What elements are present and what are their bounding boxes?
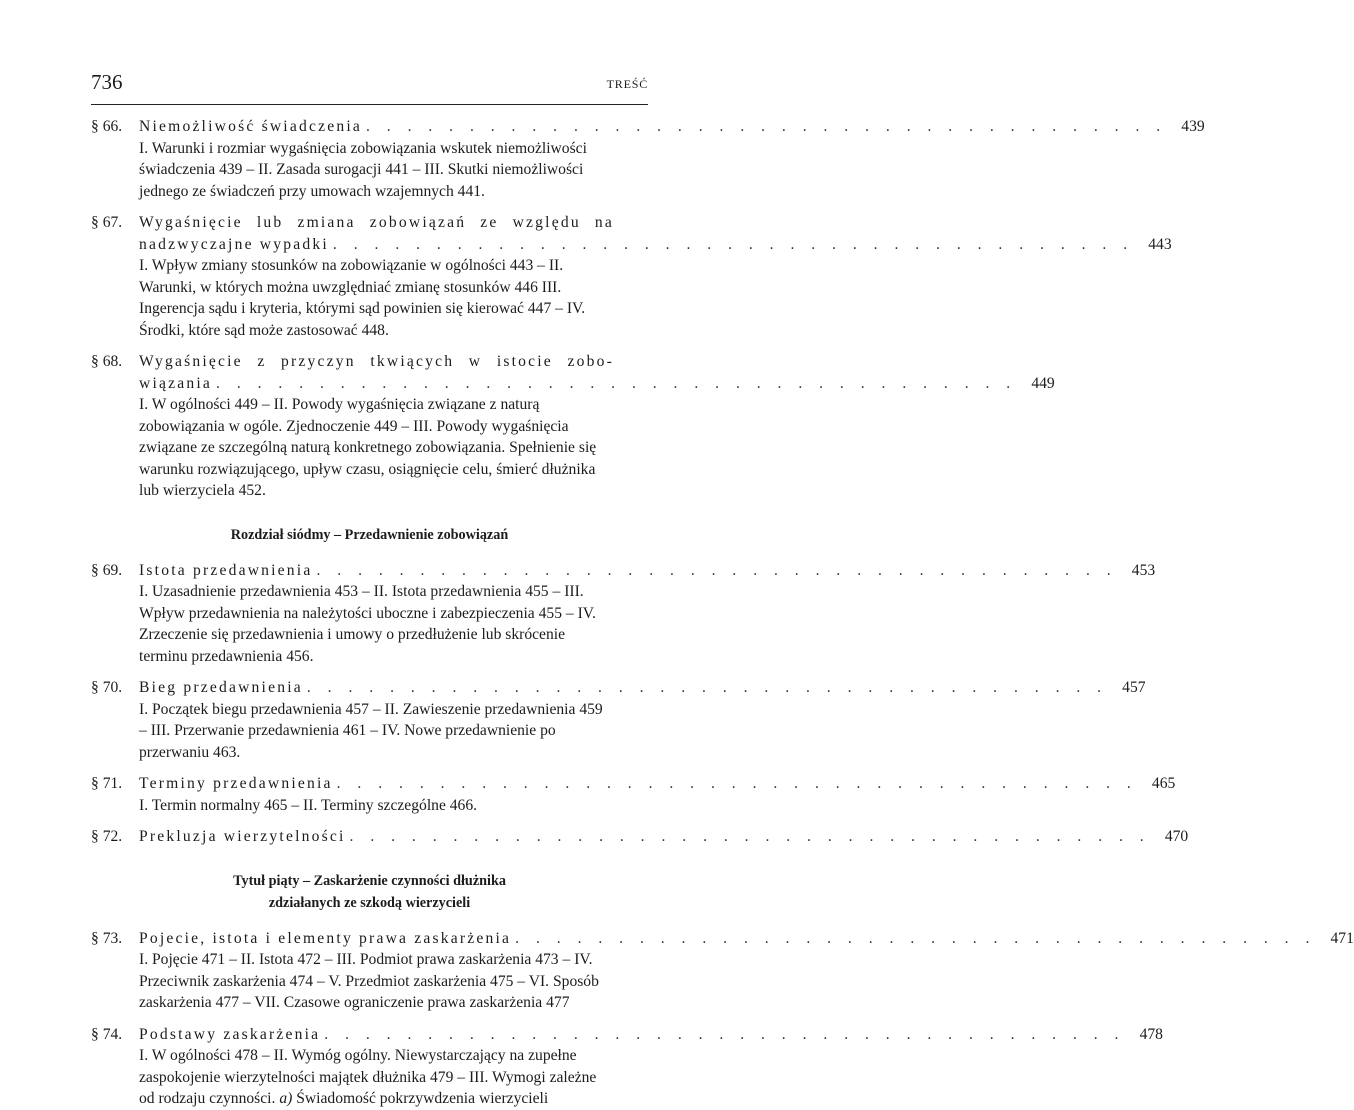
section-title: Prekluzja wierzytelności — [139, 828, 346, 845]
section-title: Niemożliwość świadczenia — [139, 118, 362, 135]
section-description — [139, 1045, 614, 1110]
dot-leader: . . . . . . . . . . . . . . . . . . . . . . . . . . . . . . . . . . . . . . . — [306, 679, 1108, 696]
toc-entry — [91, 560, 1156, 668]
section-number: § 72. — [91, 828, 123, 845]
section-description: I. Warunki i rozmiar wygaśnięcia zobowiązania wskutek niemożliwości świadczenia 439 – II. Zasada surogacji 441 – III. Skutki niemożliwości jednego ze świadczeń przy umowach wzajemnych 441. — [139, 139, 587, 200]
dot-leader: . . . . . . . . . . . . . . . . . . . . . . . . . . . . . . . . . . . . . . . — [336, 775, 1138, 792]
section-number: § 66. — [91, 118, 123, 135]
dot-leader: . . . . . . . . . . . . . . . . . . . . . . . . . . . . . . . . . . . . . . . — [349, 828, 1151, 845]
section-title: Pojecie, istota i elementy prawa zaskarżenia — [139, 929, 512, 947]
section-description: I. Uzasadnienie przedawnienia 453 – II. Istota przedawnienia 455 – III. Wpływ przedawnienia na należytości uboczne i zabezpieczenia 455 – IV. Zrzeczenie się przedawnienia i umowy o przedłużenie lub skrócenie terminu przedawnienia 456. — [139, 583, 596, 665]
section-title-cont: wiązania — [139, 374, 213, 392]
page-number: 736 — [91, 70, 123, 94]
section-title: Terminy przedawnienia — [139, 775, 333, 792]
page-ref: 453 — [1131, 561, 1156, 579]
title-heading-line: zdziałanych ze szkodą wierzycieli — [268, 894, 471, 911]
section-title: Wygaśnięcie lub zmiana zobowiązań ze względu na — [139, 214, 614, 231]
section-title: Bieg przedawnienia — [139, 679, 303, 696]
toc-entries — [91, 116, 1354, 1110]
toc-entry — [91, 116, 1205, 202]
section-number: § 71. — [91, 775, 123, 792]
dot-leader: . . . . . . . . . . . . . . . . . . . . . . . . . . . . . . . . . . . . . . . — [515, 929, 1316, 947]
chapter-heading-line: Rozdział siódmy – Przedawnienie zobowiązań — [230, 526, 509, 543]
header-rule — [91, 104, 648, 105]
section-description: I. Wpływ zmiany stosunków na zobowiązanie w ogólności 443 – II. Warunki, w których można uwzględniać zmianę stosunków 446 III. Ingerencja sądu i kryteria, którymi sąd powinien się kierować 447 – IV. Środki, które sąd może zastosować 448. — [139, 257, 586, 339]
page-ref: 478 — [1139, 1025, 1163, 1043]
dot-leader: . . . . . . . . . . . . . . . . . . . . . . . . . . . . . . . . . . . . . . . — [316, 561, 1118, 579]
title-heading-line: Tytuł piąty – Zaskarżenie czynności dłużnika — [233, 872, 506, 889]
section-number: § 74. — [91, 1025, 123, 1043]
toc-entry — [91, 773, 1176, 816]
section-description-text: I. W ogólności 478 – II. Wymóg ogólny. Niewystarczający na zupełne zaspokojenie wierzytelności majątek dłużnika 479 – III. Wymogi zależne od rodzaju czynności. — [139, 1047, 597, 1107]
page-ref: 443 — [1148, 235, 1172, 253]
section-title-cont: nadzwyczajne wypadki — [139, 235, 329, 253]
dot-leader: . . . . . . . . . . . . . . . . . . . . . . . . . . . . . . . . . . . . . . . — [365, 118, 1167, 135]
section-number: § 69. — [91, 561, 123, 579]
dot-leader: . . . . . . . . . . . . . . . . . . . . . . . . . . . . . . . . . . . . . . . — [216, 374, 1017, 392]
toc-entry — [91, 1024, 1163, 1110]
section-description: I. Termin normalny 465 – II. Terminy szczególne 466. — [139, 796, 478, 814]
dot-leader: . . . . . . . . . . . . . . . . . . . . . . . . . . . . . . . . . . . . . . . — [324, 1025, 1125, 1043]
section-title: Istota przedawnienia — [139, 561, 313, 579]
section-title: Wygaśnięcie z przyczyn tkwiących w istocie zobo- — [139, 353, 614, 370]
section-description: I. W ogólności 449 – II. Powody wygaśnięcia związane z naturą zobowiązania w ogóle. Zjednoczenie 449 – III. Powody wygaśnięcia związane ze szczególną naturą konkretnego zobowiązania. Spełnienie się warunku rozwiązującego, upływ czasu, osiągnięcie celu, śmierć dłużnika lub wierzyciela 452. — [139, 396, 597, 499]
page-ref: 449 — [1031, 374, 1055, 392]
page-ref: 470 — [1164, 828, 1189, 845]
toc-entry — [91, 677, 1146, 763]
page-ref: 439 — [1181, 118, 1205, 135]
section-number: § 70. — [91, 679, 123, 696]
dot-leader: . . . . . . . . . . . . . . . . . . . . . . . . . . . . . . . . . . . . . . . — [332, 235, 1134, 253]
section-description: I. Początek biegu przedawnienia 457 – II. Zawieszenie przedawnienia 459 – III. Przerwanie przedawnienia 461 – IV. Nowe przedawnienie po przerwaniu 463. — [139, 700, 603, 761]
section-title: Podstawy zaskarżenia — [139, 1025, 321, 1043]
enumerator-italic: a) — [279, 1090, 293, 1107]
toc-entry — [91, 212, 1172, 341]
page-ref: 465 — [1151, 775, 1176, 792]
section-description-tail: Świadomość pokrzywdzenia wierzycieli — [292, 1090, 549, 1107]
section-number: § 67. — [91, 214, 123, 231]
chapter-heading — [91, 512, 648, 550]
section-number: § 68. — [91, 353, 123, 370]
title-heading — [91, 858, 648, 918]
running-title: TREŚĆ — [606, 77, 648, 91]
toc-entry — [91, 928, 1354, 1014]
page-ref: 471 — [1330, 929, 1354, 947]
section-description: I. Pojęcie 471 – II. Istota 472 – III. Podmiot prawa zaskarżenia 473 – IV. Przeciwnik zaskarżenia 474 – V. Przedmiot zaskarżenia 475 – VI. Sposób zaskarżenia 477 – VII. Czasowe ograniczenie prawa zaskarżenia 477 — [139, 951, 599, 1011]
toc-entry — [91, 826, 1189, 848]
toc-entry — [91, 351, 1055, 502]
section-number: § 73. — [91, 929, 123, 947]
page-ref: 457 — [1122, 679, 1146, 696]
